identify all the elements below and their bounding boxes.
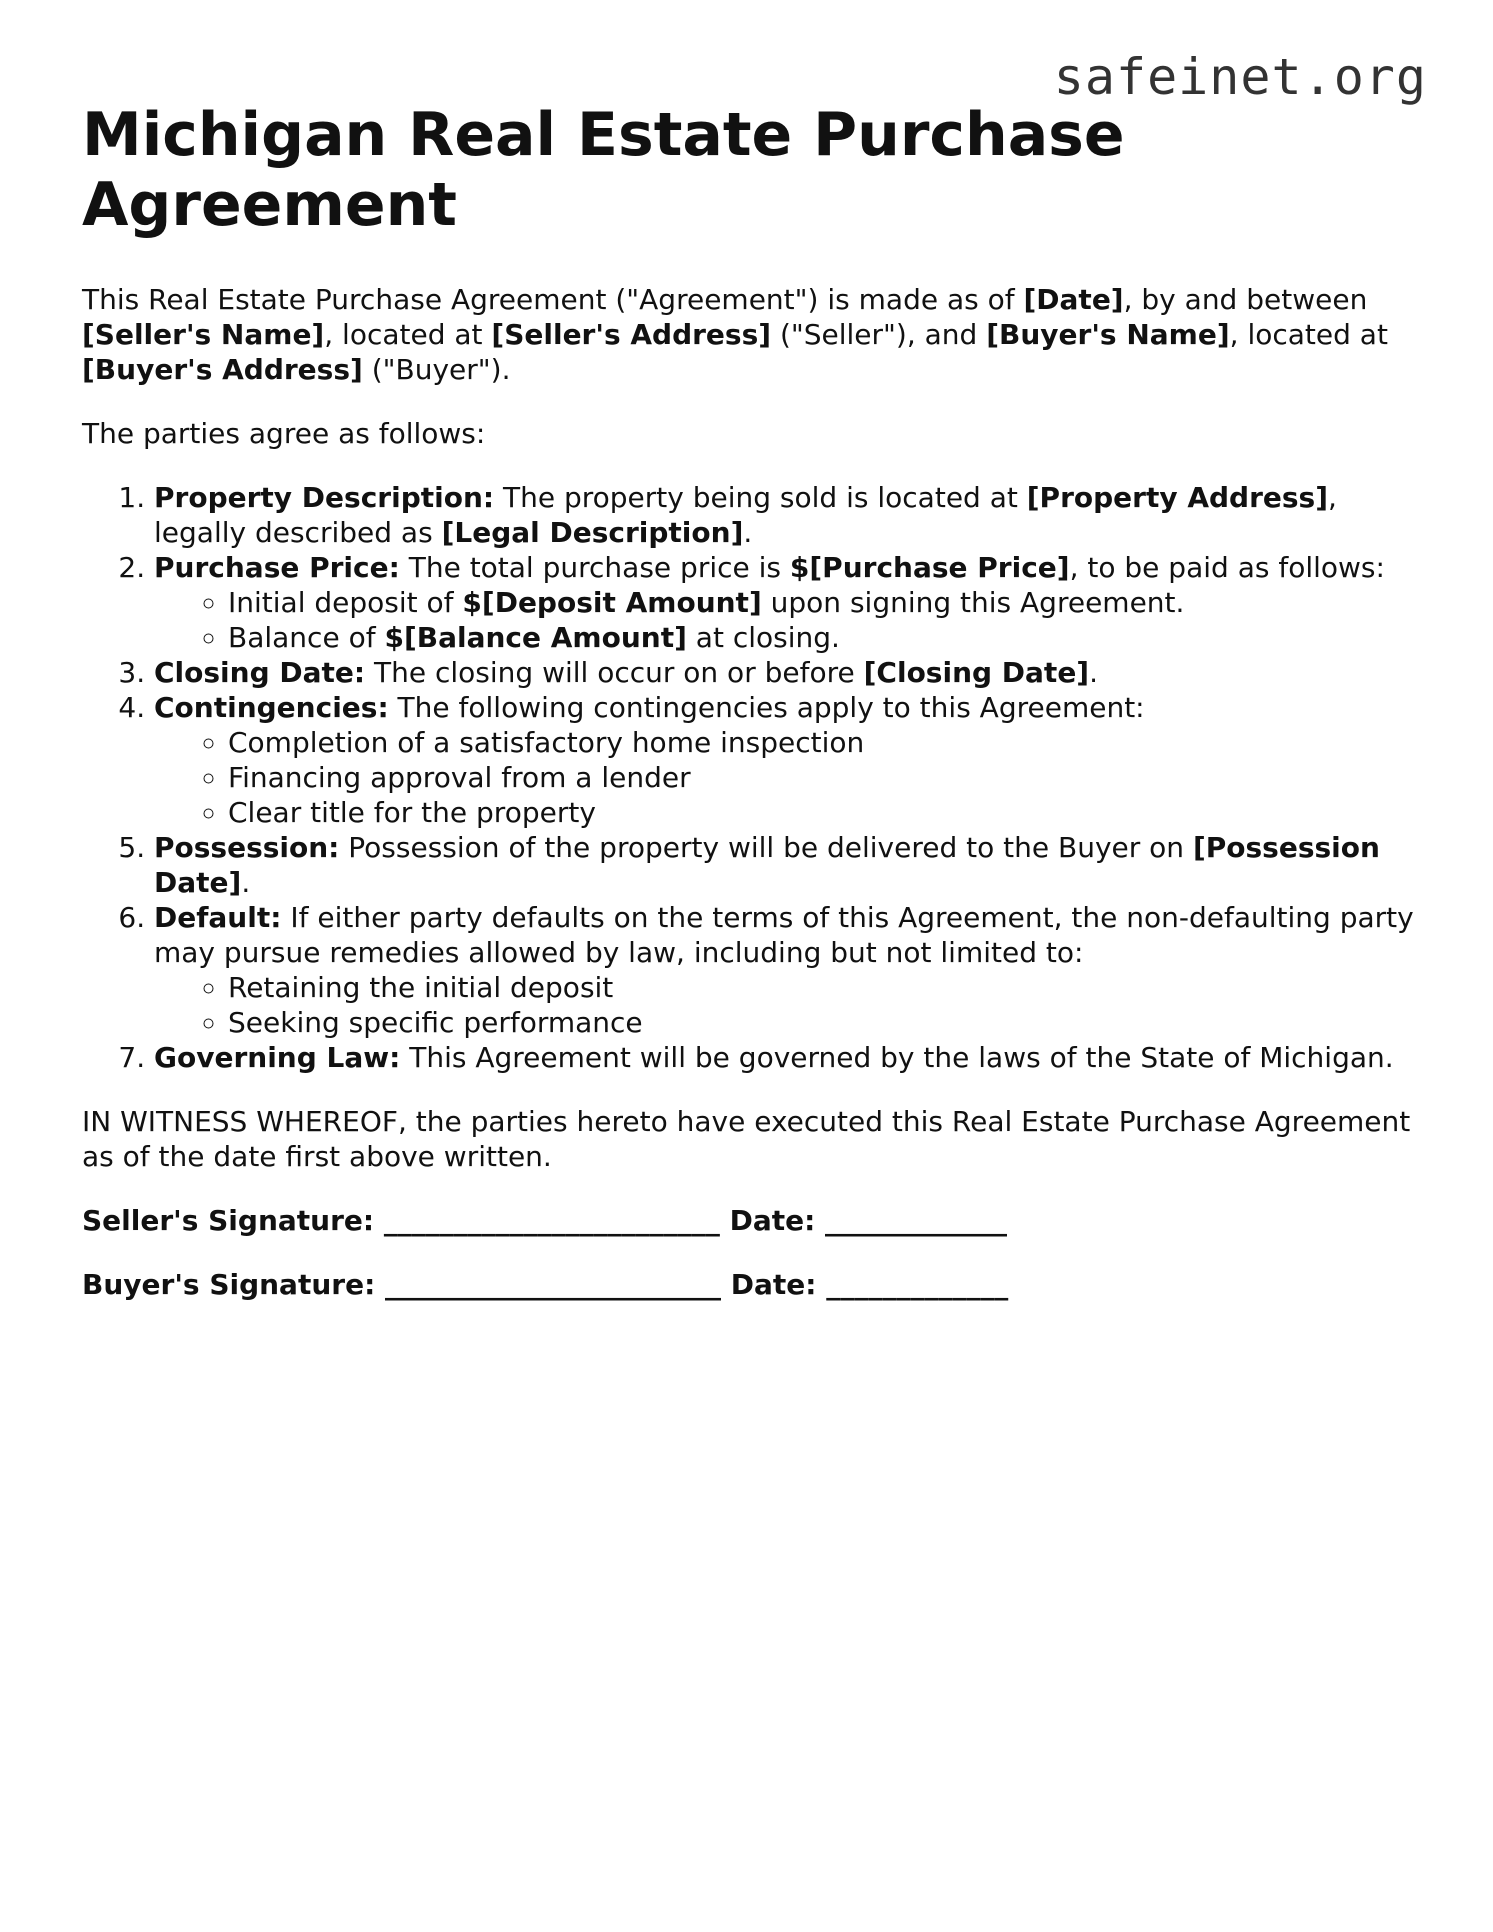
term-heading: Possession:: [154, 831, 340, 864]
item-text: Balance of: [228, 621, 385, 654]
term-heading: Governing Law:: [154, 1041, 401, 1074]
intro-text: This Real Estate Purchase Agreement ("Agreement") is made as of: [82, 283, 1024, 316]
term-text: The following contingencies apply to this Agreement:: [388, 691, 1145, 724]
closing-date-placeholder: [Closing Date]: [863, 656, 1090, 689]
term-purchase-price: [154, 550, 1422, 655]
term-text: .: [1089, 656, 1099, 689]
list-item: ◦ Completion of a satisfactory home inspection: [228, 725, 1422, 760]
term-text: The closing will occur on or before: [365, 656, 864, 689]
deposit-amount-placeholder: $[Deposit Amount]: [462, 586, 762, 619]
page-title: Michigan Real Estate Purchase Agreement: [82, 100, 1125, 240]
item-text: at closing.: [686, 621, 840, 654]
possession-date-placeholder: [Possession Date]: [154, 831, 1380, 899]
buyer-signature-line[interactable]: Buyer's Signature: ________________________ Date: _____________: [82, 1268, 1009, 1301]
buyer-name-placeholder: [Buyer's Name]: [986, 318, 1230, 351]
intro-text: ("Seller"), and: [771, 318, 987, 351]
document: [82, 100, 1422, 1331]
list-item: [228, 620, 1422, 655]
seller-name-placeholder: [Seller's Name]: [82, 318, 325, 351]
term-heading: Default:: [154, 901, 282, 934]
term-text: .: [743, 516, 753, 549]
witness-paragraph: IN WITNESS WHEREOF, the parties hereto have executed this Real Estate Purchase Agreement as of the date first above written.: [82, 1105, 1411, 1173]
list-item: ◦ Clear title for the property: [228, 795, 1422, 830]
list-item: [228, 585, 1422, 620]
watermark: safeinet.org: [1053, 48, 1427, 106]
property-address-placeholder: [Property Address]: [1026, 481, 1329, 514]
term-contingencies: [154, 690, 1422, 830]
item-text: Initial deposit of: [228, 586, 463, 619]
agree-text: The parties agree as follows:: [82, 417, 486, 450]
seller-address-placeholder: [Seller's Address]: [491, 318, 772, 351]
term-default: [154, 900, 1422, 1040]
term-text: The property being sold is located at: [494, 481, 1027, 514]
list-item: ◦ Retaining the initial deposit: [228, 970, 1422, 1005]
term-heading: Closing Date:: [154, 656, 366, 689]
contingencies-list: [154, 725, 1422, 830]
payment-list: [154, 585, 1422, 655]
term-text: This Agreement will be governed by the laws of the State of Michigan.: [400, 1041, 1394, 1074]
term-text: .: [241, 866, 251, 899]
term-text: The total purchase price is: [399, 551, 790, 584]
term-possession: [154, 830, 1422, 900]
term-heading: Contingencies:: [154, 691, 389, 724]
list-item: ◦ Seeking specific performance: [228, 1005, 1422, 1040]
term-closing-date: [154, 655, 1422, 690]
intro-paragraph: [82, 282, 1422, 387]
seller-signature-line[interactable]: Seller's Signature: ________________________ Date: _____________: [82, 1204, 1008, 1237]
term-text: , to be paid as follows:: [1069, 551, 1385, 584]
remedies-list: [154, 970, 1422, 1040]
term-heading: Purchase Price:: [154, 551, 400, 584]
legal-description-placeholder: [Legal Description]: [441, 516, 744, 549]
term-text: , legally described as: [154, 481, 1337, 549]
term-text: If either party defaults on the terms of this Agreement, the non-defaulting party may pursue remedies allowed by law, including but not limited to:: [154, 901, 1414, 969]
intro-text: ("Buyer").: [362, 353, 511, 386]
date-placeholder: [Date]: [1023, 283, 1124, 316]
buyer-address-placeholder: [Buyer's Address]: [82, 353, 363, 386]
term-governing-law: [154, 1040, 1422, 1075]
intro-text: , by and between: [1123, 283, 1368, 316]
terms-list: [82, 480, 1422, 1075]
term-property: [154, 480, 1422, 550]
balance-amount-placeholder: $[Balance Amount]: [384, 621, 687, 654]
item-text: upon signing this Agreement.: [761, 586, 1185, 619]
intro-text: , located at: [1229, 318, 1388, 351]
term-text: Possession of the property will be delivered to the Buyer on: [339, 831, 1193, 864]
term-heading: Property Description:: [154, 481, 495, 514]
list-item: ◦ Financing approval from a lender: [228, 760, 1422, 795]
intro-text: , located at: [324, 318, 492, 351]
purchase-price-placeholder: $[Purchase Price]: [789, 551, 1070, 584]
